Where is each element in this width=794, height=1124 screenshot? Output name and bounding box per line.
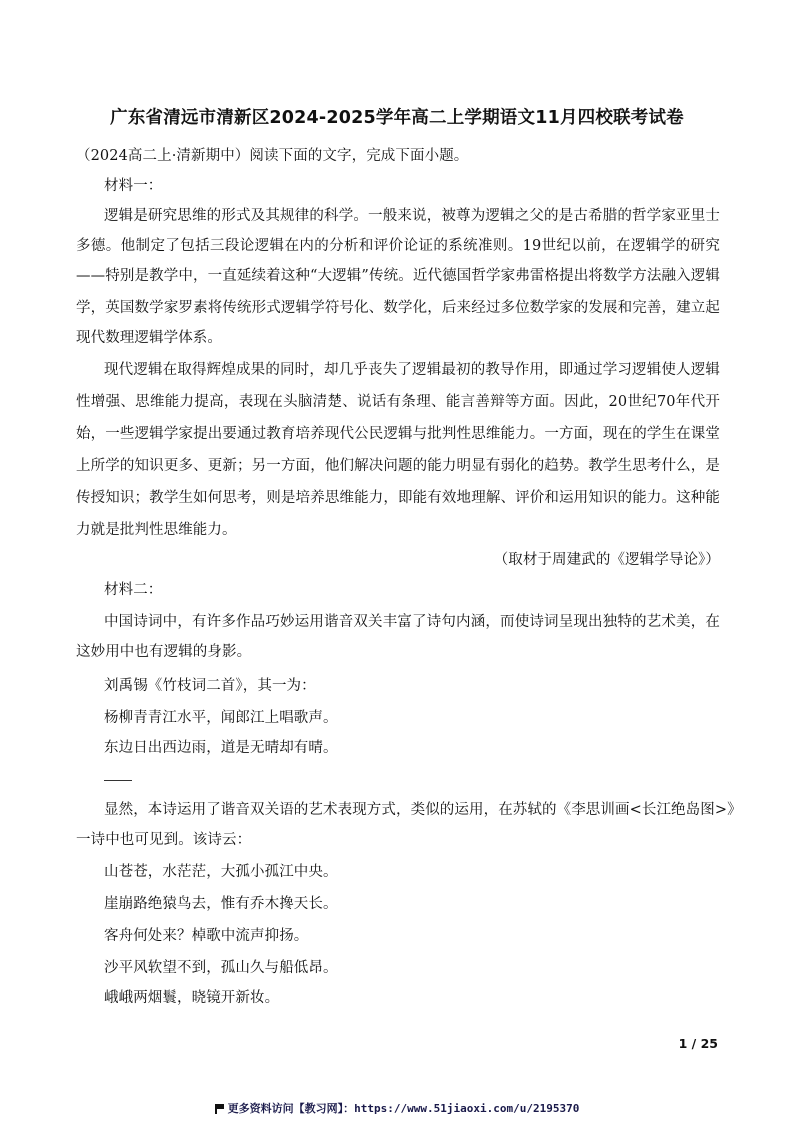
poem2-line: 客舟何处来？棹歌中流声抑扬。 (104, 928, 309, 944)
material1-p2-line: 现代逻辑在取得辉煌成果的同时，却几乎丧失了逻辑最初的教导作用，即通过学习逻辑使人逻辑 (104, 362, 720, 378)
material2-p1-line: 中国诗词中，有许多作品巧妙运用谐音双关丰富了诗句内涵，而使诗词呈现出独特的艺术美，在 (104, 614, 720, 630)
material2-heading: 材料二： (104, 582, 163, 598)
intro-text: （2024高二上·清新期中）阅读下面的文字，完成下面小题。 (76, 148, 469, 164)
footer-link[interactable]: 更多资料访问【教习网】：https://www.51jiaoxi.com/u/2195370 (227, 1102, 580, 1115)
material1-p2-line: 始，一些逻辑学家提出要通过教育培养现代公民逻辑与批判性思维能力。一方面，现在的学生在课堂 (76, 426, 720, 442)
material1-p1-line: 学，英国数学家罗素将传统形式逻辑学符号化、数学化，后来经过多位数学家的发展和完善，建立起 (76, 300, 720, 316)
separator-dash (104, 780, 132, 781)
material1-source: （取材于周建武的《逻辑学导论》） (493, 552, 720, 568)
material2-p2-line: 显然，本诗运用了谐音双关语的艺术表现方式，类似的运用，在苏轼的《李思训画<长江绝岛图>》 (104, 802, 742, 818)
material1-p1-line: 多德。他制定了包括三段论逻辑在内的分析和评价论证的系统准则。19世纪以前，在逻辑学的研究 (76, 238, 720, 254)
poem2-line: 峨峨两烟鬟，晓镜开新妆。 (104, 990, 280, 1006)
document-title: 广东省清远市清新区2024-2025学年高二上学期语文11月四校联考试卷 (110, 108, 684, 128)
material2-p2-line: 一诗中也可见到。该诗云： (76, 832, 252, 848)
material1-p1-line: 现代数理逻辑学体系。 (76, 330, 222, 346)
material2-p1-line: 这妙用中也有逻辑的身影。 (76, 644, 252, 660)
material1-p1-line: 逻辑是研究思维的形式及其规律的科学。一般来说，被尊为逻辑之父的是古希腊的哲学家亚里士 (104, 208, 720, 224)
footer (0, 1100, 794, 1116)
poem2-line: 沙平风软望不到，孤山久与船低昂。 (104, 960, 338, 976)
poem1-line: 杨柳青青江水平，闻郎江上唱歌声。 (104, 710, 338, 726)
page-number: 1 / 25 (678, 1036, 718, 1051)
material1-p2-line: 力就是批判性思维能力。 (76, 522, 237, 538)
poem1-intro: 刘禹锡《竹枝词二首》，其一为： (104, 678, 316, 694)
poem2-line: 山苍苍，水茫茫，大孤小孤江中央。 (104, 864, 338, 880)
material1-p2-line: 上所学的知识更多、更新；另一方面，他们解决问题的能力明显有弱化的趋势。教学生思考什么，是 (76, 458, 720, 474)
material1-p1-line: ——特别是教学中，一直延续着这种“大逻辑”传统。近代德国哲学家弗雷格提出将数学方法融入逻辑 (76, 268, 720, 284)
material1-heading: 材料一： (104, 178, 163, 194)
flag-icon (215, 1104, 224, 1113)
poem1-line: 东边日出西边雨，道是无晴却有晴。 (104, 740, 338, 756)
poem2-line: 崖崩路绝猿鸟去，惟有乔木搀天长。 (104, 896, 338, 912)
material1-p2-line: 传授知识；教学生如何思考，则是培养思维能力，即能有效地理解、评价和运用知识的能力。这种能 (76, 490, 720, 506)
material1-p2-line: 性增强、思维能力提高，表现在头脑清楚、说话有条理、能言善辩等方面。因此，20世纪70年代开 (76, 394, 720, 410)
